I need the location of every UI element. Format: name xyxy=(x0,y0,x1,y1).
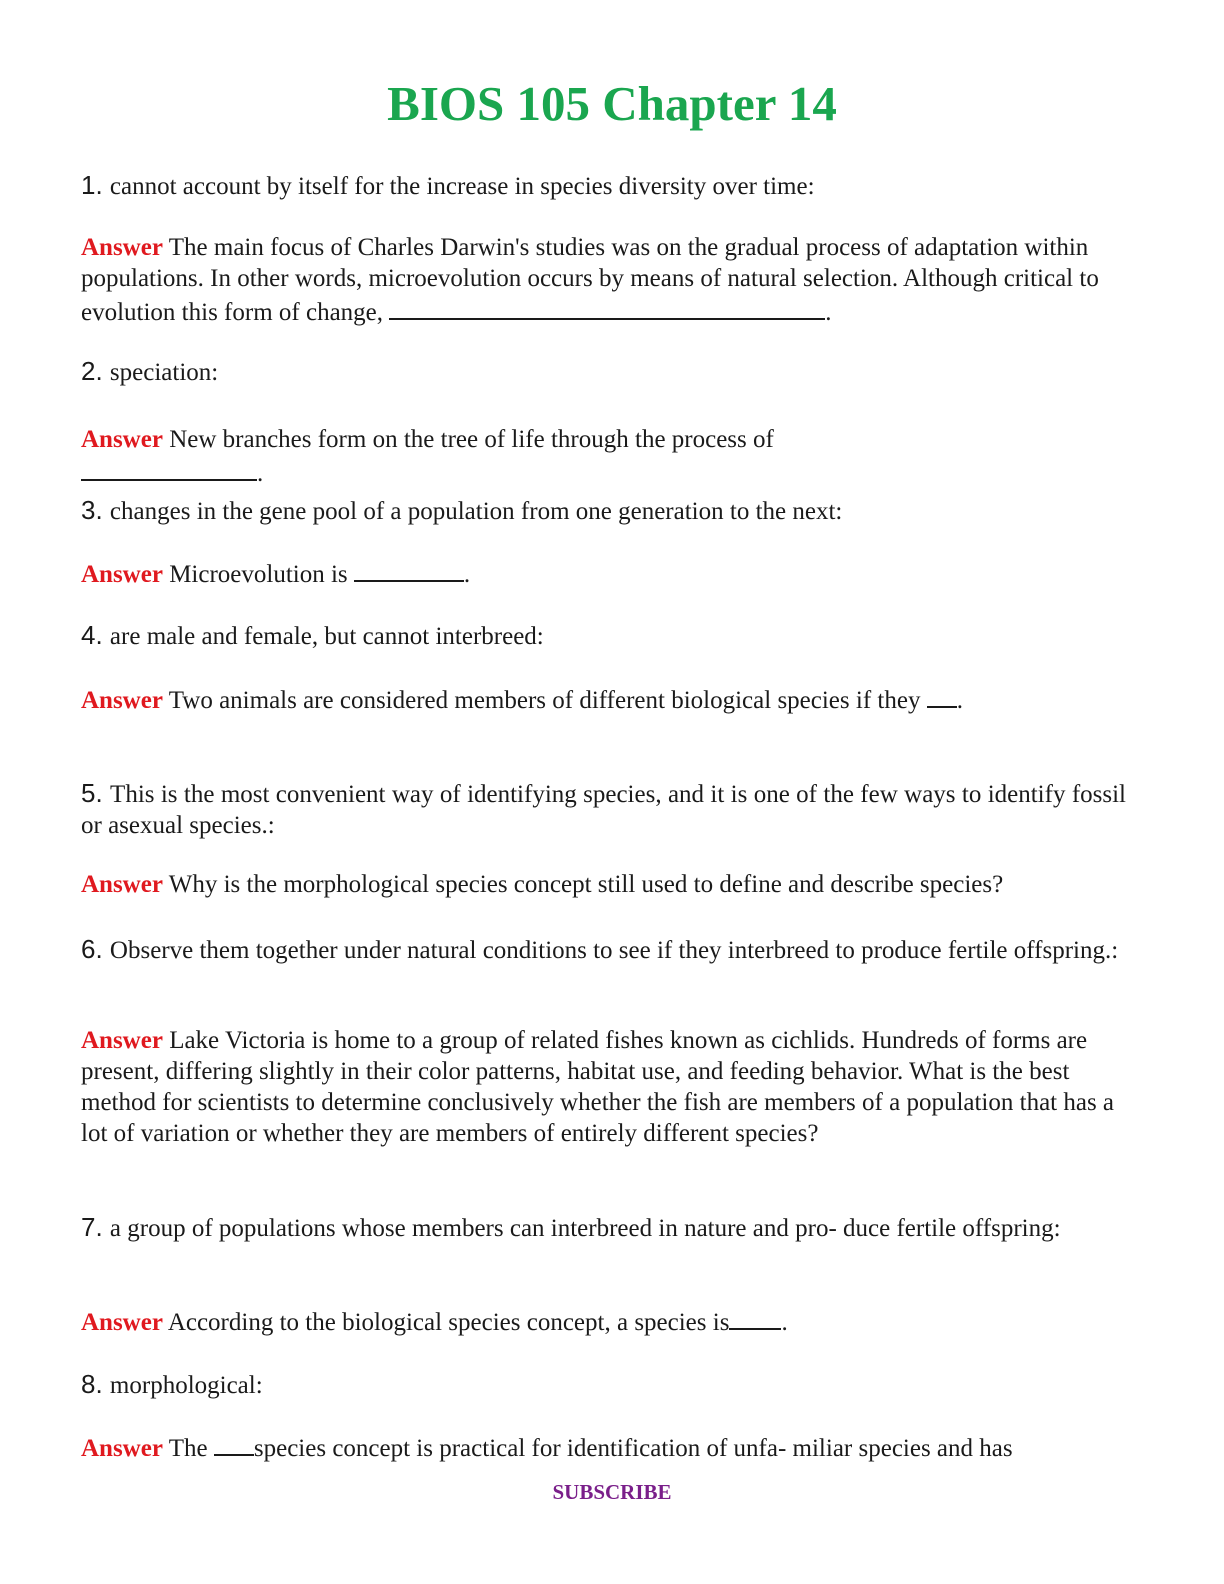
question-text: speciation: xyxy=(109,359,219,386)
answer-text: species concept is practical for identification of unfa- miliar species and has xyxy=(253,1435,1013,1462)
question-3: 3. changes in the gene pool of a population from one generation to the next: xyxy=(81,495,843,525)
question-4: 4. are male and female, but cannot interbreed: xyxy=(81,620,544,650)
question-number: 4 xyxy=(81,620,96,650)
answer-7: Answer According to the biological species concept, a species is . xyxy=(81,1304,1126,1338)
answer-4: Answer Two animals are considered members of different biological species if they . xyxy=(81,682,1041,716)
answer-text: Why is the morphological species concept still used to define and describe species? xyxy=(168,871,1004,898)
question-number: 2 xyxy=(81,356,96,386)
question-number: 6 xyxy=(81,934,96,964)
question-number: 5 xyxy=(81,778,96,808)
subscribe-link[interactable]: SUBSCRIBE xyxy=(552,1480,672,1504)
answer-text: The main focus of Charles Darwin's studies was on the gradual process of adaptation within populations. In other words, microevolution occurs by means of natural selection. Although critical to evolution this form of change, xyxy=(81,234,1099,326)
answer-label: Answer xyxy=(81,1027,163,1054)
answer-3: Answer Microevolution is . xyxy=(81,556,1126,590)
answer-label: Answer xyxy=(81,561,163,588)
question-text: a group of populations whose members can interbreed in nature and pro- duce fertile offspring: xyxy=(109,1215,1061,1242)
answer-blank xyxy=(927,682,957,708)
page-title: BIOS 105 Chapter 14 xyxy=(387,76,837,131)
question-2: 2. speciation: xyxy=(81,356,219,386)
answer-label: Answer xyxy=(81,1309,163,1336)
question-text: morphological: xyxy=(109,1372,263,1399)
question-5: 5. This is the most convenient way of identifying species, and it is one of the few ways to identify fossil or asexual species.: xyxy=(81,778,1126,839)
answer-text: Microevolution is xyxy=(169,561,348,588)
question-text: This is the most convenient way of identifying species, and it is one of the few ways to identify fossil or asexual species.: xyxy=(81,781,1126,839)
answer-text: Two animals are considered members of different biological species if they xyxy=(168,687,921,714)
answer-label: Answer xyxy=(81,871,163,898)
question-text: changes in the gene pool of a population from one generation to the next: xyxy=(109,498,843,525)
answer-label: Answer xyxy=(81,1435,163,1462)
answer-blank xyxy=(214,1430,254,1456)
answer-label: Answer xyxy=(81,426,163,453)
answer-blank xyxy=(81,455,257,481)
question-text: Observe them together under natural conditions to see if they interbreed to produce fertile offspring.: xyxy=(109,937,1119,964)
question-number: 3 xyxy=(81,495,96,525)
answer-label: Answer xyxy=(81,687,163,714)
answer-8: Answer The species concept is practical for identification of unfa- miliar species and has xyxy=(81,1430,1126,1464)
question-6: 6. Observe them together under natural conditions to see if they interbreed to produce fertile offspring.: xyxy=(81,934,1119,964)
answer-6 xyxy=(81,1025,1126,1149)
answer-text: New branches form on the tree of life through the process of xyxy=(169,426,774,453)
question-8: 8. morphological: xyxy=(81,1369,263,1399)
question-7: 7. a group of populations whose members can interbreed in nature and pro- duce fertile offspring: xyxy=(81,1212,1061,1242)
question-text: are male and female, but cannot interbreed: xyxy=(109,623,544,650)
question-number: 7 xyxy=(81,1212,96,1242)
question-1: 1. cannot account by itself for the increase in species diversity over time: xyxy=(81,170,815,200)
question-number: 8 xyxy=(81,1369,96,1399)
answer-blank xyxy=(354,556,464,582)
answer-text: According to the biological species concept, a species is xyxy=(167,1309,730,1336)
answer-blank xyxy=(389,294,825,320)
question-text: cannot account by itself for the increase in species diversity over time: xyxy=(109,173,815,200)
answer-text: Lake Victoria is home to a group of related fishes known as cichlids. Hundreds of forms are present, differing slightly in their color patterns, habitat use, and feeding behavior. What is the best method for scientists to determine conclusively whether the fish are members of a population that has a lot of variation or whether they are members of entirely different species? xyxy=(81,1027,1115,1147)
answer-1: Answer The main focus of Charles Darwin's studies was on the gradual process of adaptation within populations. In other words, microevolution occurs by means of natural selection. Although critical to evolution this form of change, . xyxy=(81,234,1099,326)
answer-5 xyxy=(81,869,1126,900)
answer-2: Answer New branches form on the tree of life through the process of . xyxy=(81,426,774,487)
answer-blank xyxy=(729,1304,781,1330)
question-number: 1 xyxy=(81,170,96,200)
answer-label: Answer xyxy=(81,234,163,261)
